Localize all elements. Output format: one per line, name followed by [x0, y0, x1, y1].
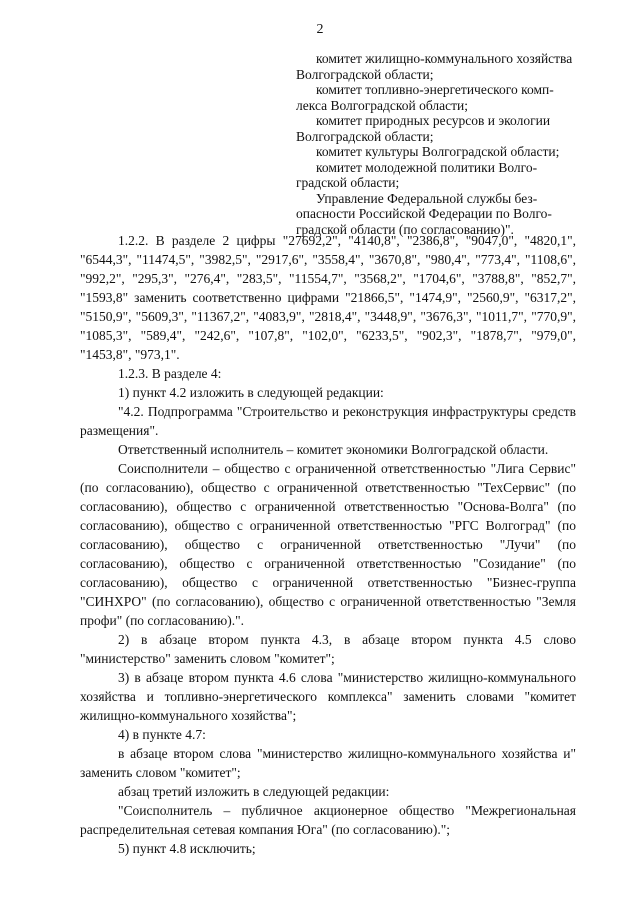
distribution-line: Волгоградской области;	[296, 128, 434, 144]
page-number: 2	[316, 22, 324, 37]
distribution-line: градской области (по согласованию)".	[296, 221, 514, 237]
distribution-item	[296, 160, 576, 191]
distribution-line: градской области;	[296, 175, 400, 190]
paragraph-item-5: 5) пункт 4.8 исключить;	[118, 841, 256, 856]
distribution-item	[296, 144, 576, 160]
paragraph-item-2: 2) в абзаце втором пункта 4.3, в абзаце втором пункта 4.5 слово "министерство" заменить словом "комитет";	[80, 632, 576, 666]
distribution-line: лекса Волгоградской области;	[296, 97, 468, 113]
paragraph-item-4: 4) в пункте 4.7:	[118, 727, 206, 742]
distribution-line: Волгоградской области;	[296, 66, 434, 82]
paragraph-responsible: Ответственный исполнитель – комитет экономики Волгоградской области.	[118, 442, 549, 457]
distribution-line: комитет топливно-энергетического комп-	[316, 82, 554, 97]
distribution-item	[296, 113, 576, 144]
paragraph-item-4-abz3: абзац третий изложить в следующей редакции:	[118, 784, 390, 799]
paragraph-item-3: 3) в абзаце втором пункта 4.6 слова "министерство жилищно-коммунального хозяйства и топливно-энергетического комплекса" заменить словами "комитет жилищно-коммунального хозяйства";	[80, 670, 576, 723]
distribution-line: комитет молодежной политики Волго-	[316, 159, 538, 175]
distribution-line: комитет природных ресурсов и экологии	[316, 113, 551, 128]
distribution-list	[296, 51, 576, 237]
distribution-item	[296, 51, 576, 82]
distribution-line: опасности Российской Федерации по Волго-	[296, 206, 552, 221]
paragraph-4-2-title: "4.2. Подпрограмма "Строительство и реконструкция инфраструктуры средств размещения".	[80, 404, 576, 438]
distribution-line: Управление Федеральной службы без-	[316, 190, 538, 206]
paragraph-co-executor: "Соисполнитель – публичное акционерное общество "Межрегиональная распределительная сетевая компания Юга" (по согласованию).";	[80, 803, 576, 837]
distribution-line: комитет жилищно-коммунального хозяйства	[316, 51, 573, 66]
paragraph-co-executors: Соисполнители – общество с ограниченной ответственностью "Лига Сервис" (по согласованию), общество с ограниченной ответственностью "ТехСервис" (по согласованию), общество с ограниченной ответственностью "Основа-Волга" (по согласованию), общество с ограниченной ответственностью "РГС Волгоград" (по согласованию), общество с ограниченной ответственностью "Лучи" (по согласованию), общество с ограниченной ответственностью "Созидание" (по согласованию), общество с ограниченной ответственностью "Бизнес-группа "СИНХРО" (по согласованию), общество с ограниченной ответственностью "Земля профи" (по согласованию).".	[80, 461, 576, 628]
paragraph-1-2-3: 1.2.3. В разделе 4:	[118, 366, 222, 381]
paragraph-1-2-2: 1.2.2. В разделе 2 цифры "27692,2", "4140,8", "2386,8", "9047,0", "4820,1", "6544,3", "11474,5", "3982,5", "2917,6", "3558,4", "3670,8", "980,4", "773,4", "1108,6", "992,2", "295,3", "276,4", "283,5", "11554,7", "3568,2", "1704,6", "3788,8", "852,7", "1593,8" заменить соответственно цифрами "21866,5", "1474,9", "2560,9", "6317,2", "5150,9", "5609,3", "11367,2", "4083,9", "2818,4", "3448,9", "3676,3", "1011,7", "770,9", "1085,3", "589,4", "242,6", "107,8", "102,0", "6233,5", "902,3", "1878,7", "979,0", "1453,8", "973,1".	[80, 233, 576, 362]
paragraph-item-1: 1) пункт 4.2 изложить в следующей редакции:	[118, 385, 384, 400]
paragraph-item-4-abz2: в абзаце втором слова "министерство жилищно-коммунального хозяйства и" заменить словом "комитет";	[80, 746, 576, 780]
distribution-item	[296, 82, 576, 113]
distribution-line: комитет культуры Волгоградской области;	[316, 144, 560, 159]
document-body	[80, 231, 576, 858]
